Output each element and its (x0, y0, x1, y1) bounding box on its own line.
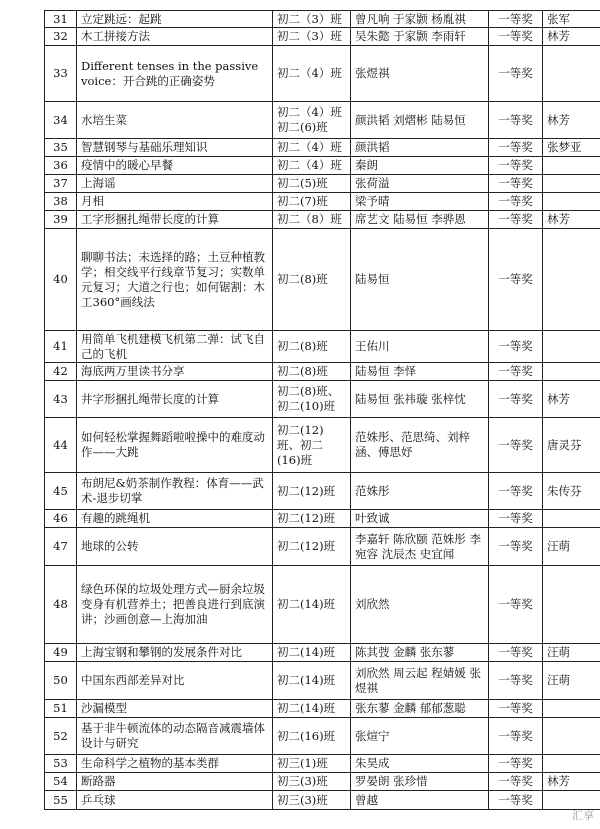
cell-title: 上海谣 (77, 175, 273, 193)
cell-title: 木工拼接方法 (77, 28, 273, 46)
cell-class: 初二(12)班 (273, 473, 351, 510)
cell-names: 陆易恒 李怿 (351, 363, 489, 381)
cell-award: 一等奖 (489, 229, 543, 331)
table-row (45, 11, 600, 28)
cell-teacher (543, 46, 600, 102)
cell-no: 35 (45, 139, 77, 157)
cell-no: 40 (45, 229, 77, 331)
cell-teacher: 林芳 (543, 773, 600, 791)
cell-award: 一等奖 (489, 644, 543, 662)
awards-table-body (45, 11, 600, 810)
cell-teacher (543, 157, 600, 175)
cell-names: 范姝彤 (351, 473, 489, 510)
table-row (45, 28, 600, 46)
cell-teacher (543, 700, 600, 718)
cell-award: 一等奖 (489, 211, 543, 229)
cell-no: 47 (45, 528, 77, 566)
cell-class: 初二(8)班、初二(10)班 (273, 381, 351, 418)
cell-teacher: 林芳 (543, 211, 600, 229)
cell-class: 初二(8)班 (273, 331, 351, 363)
cell-title: 沙漏模型 (77, 700, 273, 718)
cell-names: 颜洪韬 刘熠彬 陆易恒 (351, 102, 489, 139)
cell-teacher: 唐灵芬 (543, 418, 600, 473)
cell-no: 36 (45, 157, 77, 175)
cell-title: 立定跳远：起跳 (77, 11, 273, 28)
table-row (45, 418, 600, 473)
cell-no: 43 (45, 381, 77, 418)
cell-names: 叶致诚 (351, 510, 489, 528)
cell-award: 一等奖 (489, 755, 543, 773)
cell-no: 49 (45, 644, 77, 662)
cell-no: 53 (45, 755, 77, 773)
cell-award: 一等奖 (489, 773, 543, 791)
table-row (45, 211, 600, 229)
cell-no: 44 (45, 418, 77, 473)
cell-title: 如何轻松掌握舞蹈啦啦操中的难度动作——大跳 (77, 418, 273, 473)
cell-teacher: 汪萌 (543, 528, 600, 566)
cell-class: 初二(14)班 (273, 566, 351, 644)
cell-teacher (543, 193, 600, 211)
cell-title: 有趣的跳绳机 (77, 510, 273, 528)
cell-class: 初二(8)班 (273, 229, 351, 331)
cell-title: 用简单飞机建模飞机第二弹：试飞自己的飞机 (77, 331, 273, 363)
table-row (45, 566, 600, 644)
cell-no: 42 (45, 363, 77, 381)
cell-class: 初二(12)班 (273, 528, 351, 566)
cell-class: 初二（4）班 (273, 46, 351, 102)
cell-title: 海底两万里读书分享 (77, 363, 273, 381)
table-row (45, 510, 600, 528)
cell-award: 一等奖 (489, 46, 543, 102)
table-row (45, 139, 600, 157)
cell-award: 一等奖 (489, 175, 543, 193)
cell-class: 初二(8)班 (273, 363, 351, 381)
cell-teacher: 汪萌 (543, 644, 600, 662)
cell-class: 初二(14)班 (273, 644, 351, 662)
cell-teacher: 林芳 (543, 28, 600, 46)
cell-title: 断路器 (77, 773, 273, 791)
cell-class: 初三(3)班 (273, 791, 351, 810)
cell-award: 一等奖 (489, 331, 543, 363)
cell-no: 51 (45, 700, 77, 718)
table-row (45, 773, 600, 791)
cell-award: 一等奖 (489, 28, 543, 46)
cell-award: 一等奖 (489, 528, 543, 566)
cell-title: 工字形捆扎绳带长度的计算 (77, 211, 273, 229)
table-row (45, 528, 600, 566)
cell-names: 刘欣然 周云起 程婧媛 张煜祺 (351, 662, 489, 700)
cell-award: 一等奖 (489, 139, 543, 157)
cell-teacher (543, 331, 600, 363)
table-row (45, 175, 600, 193)
cell-class: 初三(1)班 (273, 755, 351, 773)
table-row (45, 193, 600, 211)
table-row (45, 473, 600, 510)
cell-award: 一等奖 (489, 157, 543, 175)
cell-teacher: 朱传芬 (543, 473, 600, 510)
cell-names: 李嘉轩 陈欣颐 范姝彤 李宛容 沈辰杰 史宜闻 (351, 528, 489, 566)
cell-no: 50 (45, 662, 77, 700)
cell-title: 上海宝钢和攀钢的发展条件对比 (77, 644, 273, 662)
cell-names: 张荷溢 (351, 175, 489, 193)
cell-no: 33 (45, 46, 77, 102)
cell-title: 生命科学之植物的基本类群 (77, 755, 273, 773)
cell-names: 范姝彤、范思绮、刘梓涵、傅思妤 (351, 418, 489, 473)
cell-award: 一等奖 (489, 510, 543, 528)
cell-award: 一等奖 (489, 381, 543, 418)
table-row (45, 381, 600, 418)
cell-no: 41 (45, 331, 77, 363)
table-row (45, 718, 600, 755)
cell-award: 一等奖 (489, 662, 543, 700)
cell-class: 初二(16)班 (273, 718, 351, 755)
table-row (45, 363, 600, 381)
cell-no: 54 (45, 773, 77, 791)
table-row (45, 157, 600, 175)
cell-no: 52 (45, 718, 77, 755)
cell-names: 张东蓼 金麟 郁郁葱聪 (351, 700, 489, 718)
cell-names: 席艺文 陆易恒 李骅恩 (351, 211, 489, 229)
cell-class: 初二(5)班 (273, 175, 351, 193)
cell-names: 朱昊成 (351, 755, 489, 773)
cell-no: 32 (45, 28, 77, 46)
cell-title: 基于非牛顿流体的动态隔音减震墙体设计与研究 (77, 718, 273, 755)
cell-class: 初二（3）班 (273, 28, 351, 46)
cell-names: 刘欣然 (351, 566, 489, 644)
cell-no: 34 (45, 102, 77, 139)
cell-names: 张煊宁 (351, 718, 489, 755)
cell-no: 46 (45, 510, 77, 528)
cell-class: 初二(7)班 (273, 193, 351, 211)
cell-title: Different tenses in the passive voice：开合跳的正确姿势 (77, 46, 273, 102)
cell-award: 一等奖 (489, 418, 543, 473)
cell-class: 初二（4）班 初二(6)班 (273, 102, 351, 139)
cell-teacher (543, 755, 600, 773)
cell-class: 初三(3)班 (273, 773, 351, 791)
cell-teacher (543, 363, 600, 381)
cell-class: 初二(14)班 (273, 700, 351, 718)
table-row (45, 331, 600, 363)
cell-award: 一等奖 (489, 791, 543, 810)
cell-names: 颜洪韬 (351, 139, 489, 157)
table-row (45, 662, 600, 700)
table-row (45, 46, 600, 102)
table-row (45, 755, 600, 773)
cell-no: 45 (45, 473, 77, 510)
cell-teacher: 汪萌 (543, 662, 600, 700)
cell-teacher (543, 175, 600, 193)
cell-award: 一等奖 (489, 363, 543, 381)
cell-names: 秦朗 (351, 157, 489, 175)
cell-title: 地球的公转 (77, 528, 273, 566)
cell-title: 智慧钢琴与基础乐理知识 (77, 139, 273, 157)
cell-title: 水培生菜 (77, 102, 273, 139)
cell-title: 月相 (77, 193, 273, 211)
cell-title: 中国东西部差异对比 (77, 662, 273, 700)
cell-names: 张煜祺 (351, 46, 489, 102)
cell-award: 一等奖 (489, 473, 543, 510)
cell-no: 37 (45, 175, 77, 193)
cell-award: 一等奖 (489, 102, 543, 139)
cell-title: 井字形捆扎绳带长度的计算 (77, 381, 273, 418)
cell-names: 王佑川 (351, 331, 489, 363)
cell-names: 陈其弢 金麟 张东蓼 (351, 644, 489, 662)
cell-title: 聊聊书法；未选择的路；土豆种植教学；相交线平行线章节复习；实数单元复习；大道之行也；如何锯割：木工360°画线法 (77, 229, 273, 331)
cell-teacher: 张梦亚 (543, 139, 600, 157)
cell-teacher: 林芳 (543, 102, 600, 139)
cell-names: 罗晏朗 张珍惜 (351, 773, 489, 791)
cell-teacher (543, 566, 600, 644)
cell-class: 初二（3）班 (273, 11, 351, 28)
cell-no: 31 (45, 11, 77, 28)
cell-names: 陆易恒 (351, 229, 489, 331)
cell-teacher: 林芳 (543, 381, 600, 418)
cell-title: 绿色环保的垃圾处理方式—厨余垃圾变身有机营养土；把善良进行到底演讲；沙画创意—上海加油 (77, 566, 273, 644)
cell-teacher (543, 229, 600, 331)
cell-award: 一等奖 (489, 11, 543, 28)
cell-award: 一等奖 (489, 700, 543, 718)
cell-title: 疫情中的暖心早餐 (77, 157, 273, 175)
cell-class: 初二(14)班 (273, 662, 351, 700)
cell-class: 初二（4）班 (273, 139, 351, 157)
table-row (45, 700, 600, 718)
cell-class: 初二(12)班、初二(16)班 (273, 418, 351, 473)
cell-no: 39 (45, 211, 77, 229)
cell-names: 吴朱懿 于家颢 李雨轩 (351, 28, 489, 46)
table-row (45, 229, 600, 331)
cell-award: 一等奖 (489, 193, 543, 211)
cell-class: 初二(12)班 (273, 510, 351, 528)
cell-award: 一等奖 (489, 718, 543, 755)
cell-title: 乒乓球 (77, 791, 273, 810)
cell-no: 38 (45, 193, 77, 211)
cell-teacher (543, 718, 600, 755)
cell-title: 布朗尼&奶茶制作教程：体育——武术-退步切掌 (77, 473, 273, 510)
cell-no: 55 (45, 791, 77, 810)
cell-no: 48 (45, 566, 77, 644)
cell-names: 陆易恒 张祎璇 张梓忱 (351, 381, 489, 418)
cell-class: 初二（4）班 (273, 157, 351, 175)
cell-names: 梁予晴 (351, 193, 489, 211)
table-row (45, 791, 600, 810)
awards-table (44, 10, 600, 810)
cell-names: 曾凡响 于家颢 杨胤祺 (351, 11, 489, 28)
cell-class: 初二（8）班 (273, 211, 351, 229)
cell-names: 曾越 (351, 791, 489, 810)
watermark-label: 汇享 (572, 809, 594, 822)
cell-award: 一等奖 (489, 566, 543, 644)
cell-teacher: 张军 (543, 11, 600, 28)
table-row (45, 102, 600, 139)
table-row (45, 644, 600, 662)
cell-teacher (543, 510, 600, 528)
